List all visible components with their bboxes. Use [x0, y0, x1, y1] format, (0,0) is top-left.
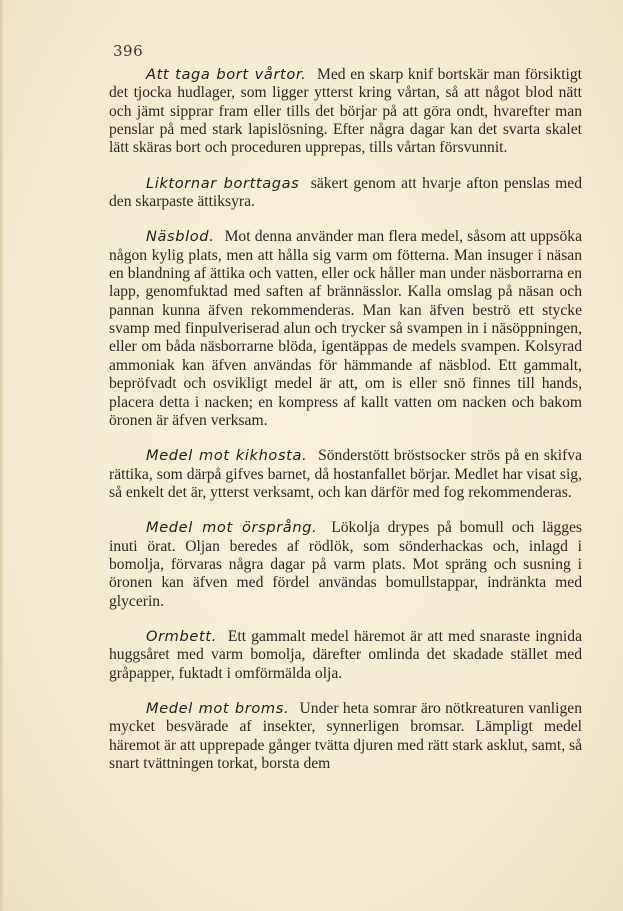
section-heading: Ormbett.: [146, 627, 217, 645]
section-remove-warts: [109, 66, 582, 158]
section-heading: Medel mot kikhosta.: [146, 447, 308, 465]
section-earache: [109, 519, 582, 611]
section-text: Sönderstött bröstsocker strös på en skifva rättika, som därpå gifves barnet, då hostanfallet börjar. Medlet har visat sig, så enkelt det är, ytterst verksamt, och kan därför med fog rekommenderas.: [109, 447, 583, 501]
section-whooping-cough: [109, 447, 582, 502]
section-nosebleed: [109, 228, 582, 430]
section-heading: Att taga bort vårtor.: [146, 66, 307, 83]
section-heading: Näsblod.: [146, 228, 215, 246]
section-text: Lökolja drypes på bomull och lägges inuti örat. Oljan beredes af rödlök, som sönderhackas och, inlagd i bomolja, förvaras några dagar på varm plats. Mot spräng och susning i öronen kan äfven med fördel användas bomullstappar, indränkta med glycerin.: [109, 519, 582, 610]
section-heading: Medel mot broms.: [146, 699, 290, 717]
page-edge-shadow: [0, 0, 4, 911]
section-heading: Medel mot örsprång.: [146, 519, 318, 537]
page-number: 396: [113, 42, 144, 60]
section-heading: Liktornar borttagas: [146, 174, 300, 192]
section-text: Ett gammalt medel häremot är att med snaraste ingnida huggsåret med varm bomolja, därefter omlinda det skadade stället med gråpapper, fuktadt i omförmälda olja.: [109, 627, 582, 682]
section-corns: [109, 175, 582, 212]
section-snakebite: [109, 628, 582, 683]
body-text: [109, 66, 582, 773]
section-text: Mot denna använder man flera medel, såsom att uppsöka någon kylig plats, men att hålla sig varm om fötterna. Man insuger i näsan en blandning af ättika och vatten, eller ock håller man under näsborrarna en lapp, genomfuktad med saften af brännässlor. Kalla omslag på näsan och pannan kunna äfven rekommenderas. Man kan äfven beströ ett stycke svamp med finpulveriserad alun och trycker så svampen in i näsöppningen, eller om båda näsborrarne blöda, igentäppas de medels svampen. Kolsyrad ammoniak kan äfven användas för hämmande af näsblod. Ett gammalt, bepröfvadt och osvikligt medel är att, om is eller snö finnes till hands, placera detta i nacken; en kompress af kallt vatten om nacken och bakom öronen är äfven verksam.: [109, 228, 582, 429]
section-text: Under heta somrar äro nötkreaturen vanligen mycket besvärade af insekter, synnerligen bromsar. Lämpligt medel häremot är att upprepade gånger tvätta djuren med rätt stark asklut, samt, så snart tvättningen torkat, borsta dem: [109, 699, 582, 772]
section-text: säkert genom att hvarje afton penslas med den skarpaste ättiksyra.: [109, 174, 582, 211]
section-text: Med en skarp knif bortskär man försiktigt det tjocka hudlager, som ligger ytterst kring vårtan, så att något blod nätt och jämt sipprar fram eller tills det börjar på att göra ondt, hvarefter man penslar på med stark lapislösning. Efter några dagar kan det svarta skalet lätt skäras bort och proceduren upprepas, tills vårtan försvunnit.: [109, 66, 582, 157]
section-horseflies: [109, 700, 582, 773]
